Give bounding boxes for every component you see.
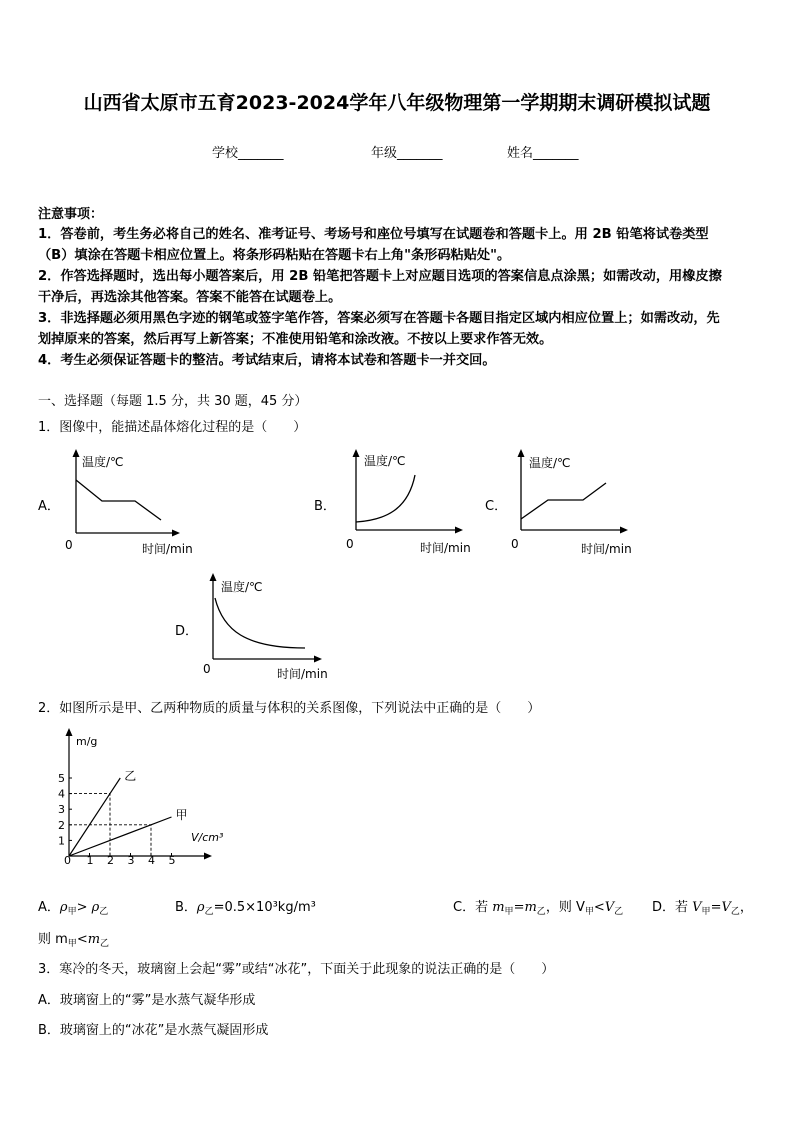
notice-line: 1．答卷前，考生务必将自己的姓名、准考证号、考场号和座位号填写在试题卷和答题卡上。用 2B 铅笔将试卷类型 bbox=[38, 227, 709, 242]
relation: =m bbox=[513, 900, 537, 915]
q1-option-a-label[interactable]: A． bbox=[38, 499, 60, 514]
subscript: 乙 bbox=[100, 939, 110, 949]
option-label: D．若 bbox=[652, 900, 693, 915]
q1-stem: 1．图像中，能描述晶体熔化过程的是（ ） bbox=[38, 420, 307, 435]
grade-blank[interactable]: _______ bbox=[397, 146, 443, 161]
q1-option-c-label[interactable]: C． bbox=[485, 499, 508, 514]
x-axis-arrow bbox=[204, 853, 212, 860]
q1-option-d-label[interactable]: D． bbox=[175, 624, 199, 639]
q1-graph-d[interactable] bbox=[197, 572, 347, 684]
x-tick-label: 3 bbox=[127, 854, 135, 867]
y-axis-arrow bbox=[518, 449, 525, 457]
y-axis-arrow bbox=[210, 573, 217, 581]
curve bbox=[76, 480, 161, 520]
notice-heading: 注意事项： bbox=[38, 207, 104, 222]
name-blank[interactable]: _______ bbox=[533, 146, 579, 161]
q3-stem: 3．寒冷的冬天，玻璃窗上会起“雾”或结“冰花”，下面关于此现象的说法正确的是（ ） bbox=[38, 962, 555, 977]
relation: ，则 V bbox=[545, 900, 585, 915]
series-line bbox=[69, 778, 120, 856]
notice-line: 划掉原来的答案，然后再写上新答案；不准使用铅笔和涂改液。不按以上要求作答无效。 bbox=[38, 332, 553, 347]
y-axis-label: 温度/℃ bbox=[364, 454, 406, 468]
x-axis-arrow bbox=[314, 656, 322, 663]
series-line bbox=[69, 817, 172, 856]
y-axis-label: 温度/℃ bbox=[82, 455, 124, 469]
notice-line: 4．考生必须保证答题卡的整洁。考试结束后，请将本试卷和答题卡一并交回。 bbox=[38, 353, 496, 368]
curve bbox=[356, 475, 415, 522]
grade-label: 年级 bbox=[371, 146, 398, 161]
x-tick-label: 0 bbox=[64, 854, 71, 867]
option-label: C．若 bbox=[453, 900, 493, 915]
y-axis-label: 温度/℃ bbox=[529, 456, 571, 470]
x-axis-arrow bbox=[172, 530, 180, 537]
x-axis-title: V/cm³ bbox=[191, 831, 224, 844]
x-axis-arrow bbox=[620, 527, 628, 534]
section-heading: 一、选择题（每题 1.5 分，共 30 题，45 分） bbox=[38, 394, 308, 409]
q1-option-b-label[interactable]: B． bbox=[314, 499, 336, 514]
origin-label: 0 bbox=[203, 662, 211, 676]
x-axis-arrow bbox=[455, 527, 463, 534]
y-axis-arrow bbox=[66, 728, 73, 736]
y-tick-label: 2 bbox=[58, 818, 65, 832]
x-tick-label: 5 bbox=[168, 854, 176, 867]
curve bbox=[521, 483, 606, 519]
subscript: 甲 bbox=[701, 907, 711, 917]
subscript: 乙 bbox=[536, 907, 546, 917]
subscript: 甲 bbox=[67, 939, 77, 949]
q2-stem: 2．如图所示是甲、乙两种物质的质量与体积的关系图像，下列说法中正确的是（ ） bbox=[38, 701, 541, 716]
relation: =0.5×10³kg/m³ bbox=[213, 900, 316, 915]
relation: <m bbox=[76, 932, 101, 947]
q1-graph-b[interactable] bbox=[340, 448, 490, 560]
q3-option-a[interactable]: A．玻璃窗上的“雾”是水蒸气凝华形成 bbox=[38, 993, 256, 1008]
rho-symbol: ρ bbox=[196, 900, 205, 915]
x-axis-label: 时间/min bbox=[142, 542, 193, 556]
page-title: 山西省太原市五育2023-2024学年八年级物理第一学期期末调研模拟试题 bbox=[83, 92, 711, 114]
q1-graph-c[interactable] bbox=[505, 448, 655, 560]
subscript: 甲 bbox=[584, 907, 594, 917]
q2-option-b[interactable] bbox=[175, 896, 316, 917]
y-tick-label: 1 bbox=[58, 834, 65, 848]
var: m bbox=[492, 900, 505, 915]
option-label: A． bbox=[38, 900, 60, 915]
series-label: 甲 bbox=[175, 808, 188, 822]
relation: <V bbox=[593, 900, 615, 915]
grade-field[interactable] bbox=[371, 142, 443, 161]
notice-line: 干净后，再选涂其他答案。答案不能答在试题卷上。 bbox=[38, 290, 342, 305]
option-label: B． bbox=[175, 900, 197, 915]
q2-option-c[interactable] bbox=[453, 896, 623, 917]
q2-option-d[interactable] bbox=[652, 896, 753, 917]
school-field[interactable] bbox=[212, 142, 284, 161]
y-tick-label: 5 bbox=[58, 772, 65, 785]
q3-option-b[interactable]: B．玻璃窗上的“冰花”是水蒸气凝固形成 bbox=[38, 1023, 269, 1038]
x-axis-label: 时间/min bbox=[277, 667, 328, 681]
x-tick-label: 4 bbox=[148, 854, 155, 867]
x-tick-label: 1 bbox=[86, 854, 94, 867]
origin-label: 0 bbox=[346, 537, 354, 551]
var: V bbox=[692, 900, 702, 915]
curve bbox=[215, 598, 305, 648]
y-tick-label: 4 bbox=[58, 787, 65, 801]
rho-symbol: ρ bbox=[59, 900, 68, 915]
subscript: 甲 bbox=[504, 907, 514, 917]
y-axis-title: m/g bbox=[76, 735, 98, 748]
q2-option-a[interactable] bbox=[38, 896, 108, 917]
notice-line: （B）填涂在答题卡相应位置上。将条形码粘贴在答题卡右上角"条形码粘贴处"。 bbox=[38, 248, 511, 263]
y-tick-label: 3 bbox=[58, 803, 65, 817]
y-axis-arrow bbox=[353, 449, 360, 457]
name-field[interactable] bbox=[507, 142, 579, 161]
y-axis-label: 温度/℃ bbox=[221, 580, 263, 594]
y-axis-arrow bbox=[73, 449, 80, 457]
school-blank[interactable]: _______ bbox=[238, 146, 284, 161]
subscript: 乙 bbox=[730, 907, 740, 917]
q2-mass-volume-chart bbox=[54, 726, 229, 868]
origin-label: 0 bbox=[65, 538, 73, 552]
notice-line: 2．作答选择题时，选出每小题答案后，用 2B 铅笔把答题卡上对应题目选项的答案信息点涂黑；如需改动，用橡皮擦 bbox=[38, 269, 722, 284]
x-axis-label: 时间/min bbox=[581, 542, 632, 556]
name-label: 姓名 bbox=[507, 146, 534, 161]
q2-option-d-cont[interactable] bbox=[38, 928, 109, 949]
subscript: 甲 bbox=[67, 907, 77, 917]
subscript: 乙 bbox=[614, 907, 624, 917]
school-label: 学校 bbox=[212, 146, 239, 161]
relation: > ρ bbox=[76, 900, 100, 915]
x-axis-label: 时间/min bbox=[420, 541, 471, 555]
x-tick-label: 2 bbox=[107, 854, 114, 867]
relation: =V bbox=[710, 900, 731, 915]
q1-graph-a[interactable] bbox=[60, 448, 210, 560]
series-label: 乙 bbox=[124, 769, 137, 783]
origin-label: 0 bbox=[511, 537, 519, 551]
relation: ， bbox=[739, 900, 753, 915]
notice-line: 3．非选择题必须用黑色字迹的钢笔或签字笔作答，答案必须写在答题卡各题目指定区域内相应位置上；如需改动，先 bbox=[38, 311, 720, 326]
subscript: 乙 bbox=[99, 907, 109, 917]
relation: 则 m bbox=[38, 932, 68, 947]
subscript: 乙 bbox=[204, 907, 214, 917]
